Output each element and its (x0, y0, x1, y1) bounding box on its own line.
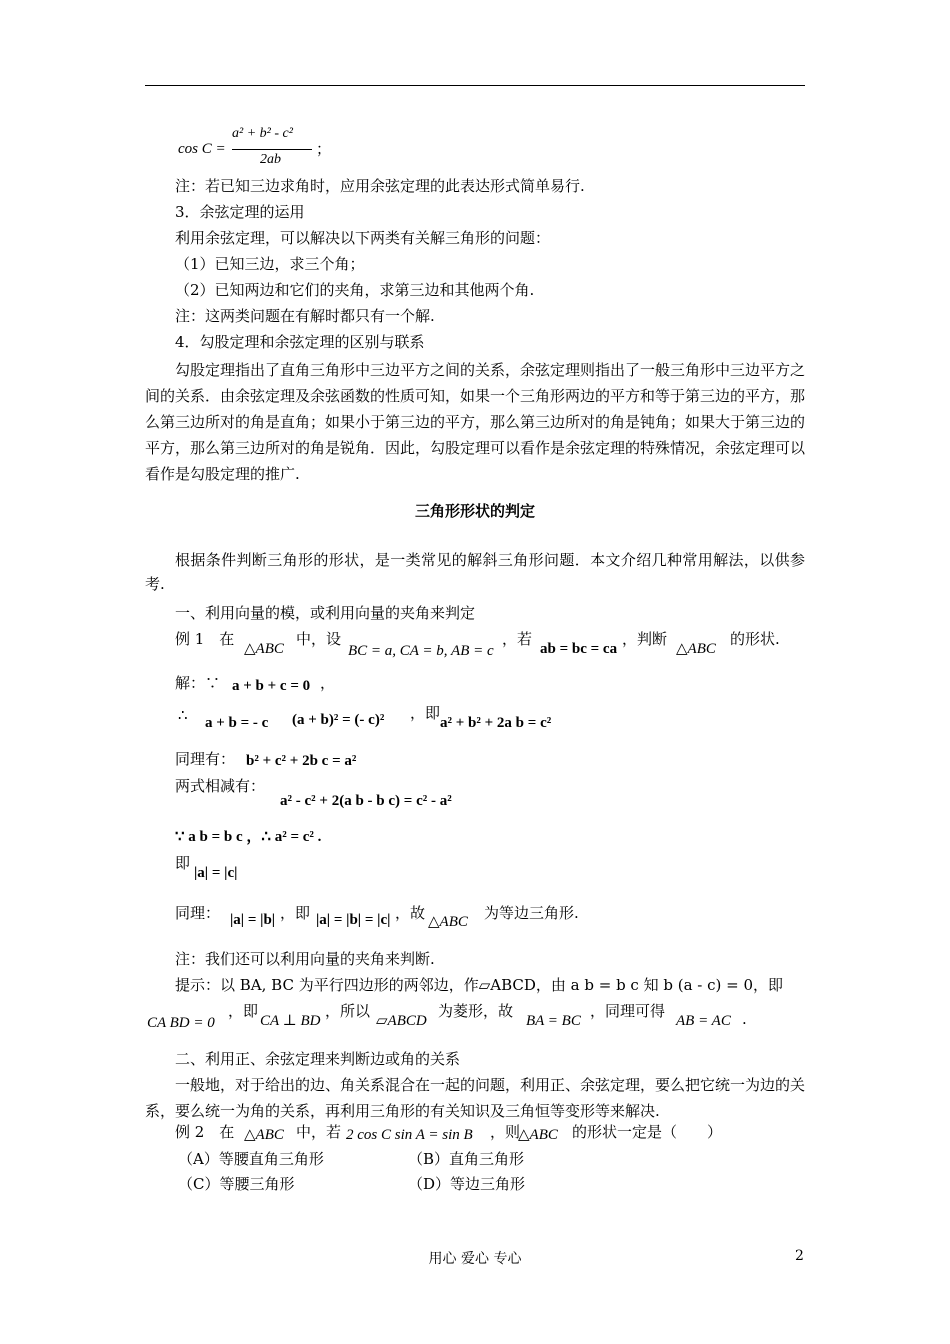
tongli-end: 为等边三角形. (484, 904, 579, 922)
ex2-label: 例 2 在 (175, 1123, 235, 1141)
formula-tail: ； (316, 140, 332, 158)
ex1-label: 例 1 在 (175, 630, 235, 648)
hint-b: ，即 (228, 1002, 259, 1020)
ex1-vectors: BC = a, CA = b, AB = c (348, 643, 494, 659)
hint-eq-g: BA = BC (526, 1013, 581, 1029)
section3-item-2: （2）已知两边和它们的夹角，求第三边和其他两个角. (175, 281, 535, 299)
method-2-paragraph: 一般地，对于给出的边、角关系混合在一起的问题，利用正、余弦定理，要么把它统一为边的关系，要么统一为角的关系，再利用三角形的有关知识及三角恒等变形等来解决. (145, 1076, 806, 1120)
ex2-triangle: △ABC (244, 1127, 284, 1143)
hint-f: 为菱形，故 (438, 1002, 514, 1020)
similar-label: 同理有： (175, 750, 236, 768)
similar-eq: b² + c² + 2b c = a² (246, 753, 357, 769)
fraction-bar (232, 149, 312, 150)
solution-eq-2b: (a + b)² = (- c)² (292, 712, 385, 728)
formula-denominator: 2ab (260, 152, 281, 167)
since-eq: ∵ a b = b c ，∴ a² = c² . (175, 829, 322, 845)
solution-eq-1: a + b + c = 0 (232, 678, 311, 694)
formula-lhs: cos C = (178, 141, 226, 157)
ex2-triangle-2: △ABC (518, 1127, 558, 1143)
header-rule (145, 85, 805, 86)
option-c: （C）等腰三角形 (178, 1175, 295, 1193)
section4-paragraph: 勾股定理指出了直角三角形中三边平方之间的关系，余弦定理则指出了一般三角形中三边平方之间的关系．由余弦定理及余弦函数的性质可知，如果一个三角形两边的平方和等于第三边的平方，那么第三边所对的角是直角；如果小于第三边的平方，那么第三边所对的角是钝角；如果大于第三边的平方，那么第三边所对的角是锐角．因此，勾股定理可以看作是余弦定理的特殊情况，余弦定理可以看作是勾股定理的推广. (145, 361, 806, 483)
hint-d: ，所以 (325, 1002, 371, 1020)
section3-intro: 利用余弦定理，可以解决以下两类有关解三角形的问题： (175, 229, 551, 247)
note-3: 注：我们还可以利用向量的夹角来判断. (175, 950, 435, 968)
ex1-judge: ，判断 (622, 630, 668, 648)
hint-eq-a: CA BD = 0 (147, 1015, 215, 1031)
ji-eq: |a| = |c| (194, 865, 238, 881)
hint-j: . (742, 1010, 747, 1028)
heading-3: 3．余弦定理的运用 (175, 203, 305, 221)
note-2: 注：这两类问题在有解时都只有一个解. (175, 307, 435, 325)
option-d: （D）等边三角形 (408, 1175, 526, 1193)
note-1: 注：若已知三边求角时，应用余弦定理的此表达形式简单易行. (175, 177, 585, 195)
ji-label: 即 (175, 854, 191, 872)
solution-eq-1-tail: ， (320, 674, 336, 692)
ex1-triangle-2: △ABC (676, 641, 716, 657)
hint-eq-e: ▱ABCD (376, 1013, 427, 1029)
method-2-heading: 二、利用正、余弦定理来判断边或角的关系 (175, 1050, 461, 1068)
article-intro: 根据条件判断三角形的形状，是一类常见的解斜三角形问题．本文介绍几种常用解法，以供参考. (145, 551, 805, 593)
tongli-eq-2: |a| = |b| = |c| (316, 912, 391, 928)
solution-eq-2c: a² + b² + 2a b = c² (440, 715, 552, 731)
formula-numerator: a² + b² - c² (232, 126, 293, 141)
tongli-gu: ，故 (395, 904, 426, 922)
article-title: 三角形形状的判定 (414, 502, 535, 520)
ex2-end: 的形状一定是（ ） (572, 1123, 723, 1141)
therefore-symbol: ∴ (178, 706, 188, 724)
section3-item-1: （1）已知三边，求三个角； (175, 255, 365, 273)
tongli-label: 同理： (175, 904, 221, 922)
ex1-mid: 中，设 (296, 630, 342, 648)
solution-label: 解：∵ (175, 674, 221, 692)
page-number: 2 (795, 1248, 804, 1264)
hint-line-1: 提示：以 BA, BC 为平行四边形的两邻边，作▱ABCD，由 a b = b c 知 b (a - c) = 0，即 (175, 976, 784, 994)
option-a: （A）等腰直角三角形 (178, 1150, 324, 1168)
tongli-triangle: △ABC (428, 914, 468, 930)
ex2-mid: 中，若 (296, 1123, 342, 1141)
tongli-eq-1: |a| = |b| (230, 912, 276, 928)
ex1-end: 的形状. (730, 630, 780, 648)
ex1-triangle: △ABC (244, 641, 284, 657)
hint-eq-c: CA ⊥ BD (260, 1013, 321, 1029)
subtract-eq: a² - c² + 2(a b - b c) = c² - a² (280, 793, 452, 809)
heading-4: 4．勾股定理和余弦定理的区别与联系 (175, 333, 425, 351)
tongli-ji: ，即 (280, 904, 311, 922)
subtract-label: 两式相减有： (175, 777, 266, 795)
method-1-heading: 一、利用向量的模，或利用向量的夹角来判定 (175, 604, 476, 622)
ex2-condition: 2 cos C sin A = sin B (346, 1127, 473, 1143)
ex1-if: ，若 (502, 630, 533, 648)
solution-eq-2a: a + b = - c (205, 715, 269, 731)
ex1-condition: ab = bc = ca (540, 641, 618, 657)
page-footer: 用心 爱心 专心 (428, 1251, 522, 1267)
hint-h: ，同理可得 (590, 1002, 666, 1020)
solution-ji: ，即 (410, 704, 441, 722)
option-b: （B）直角三角形 (408, 1150, 525, 1168)
ex2-then: ，则 (490, 1123, 521, 1141)
hint-eq-i: AB = AC (676, 1013, 731, 1029)
